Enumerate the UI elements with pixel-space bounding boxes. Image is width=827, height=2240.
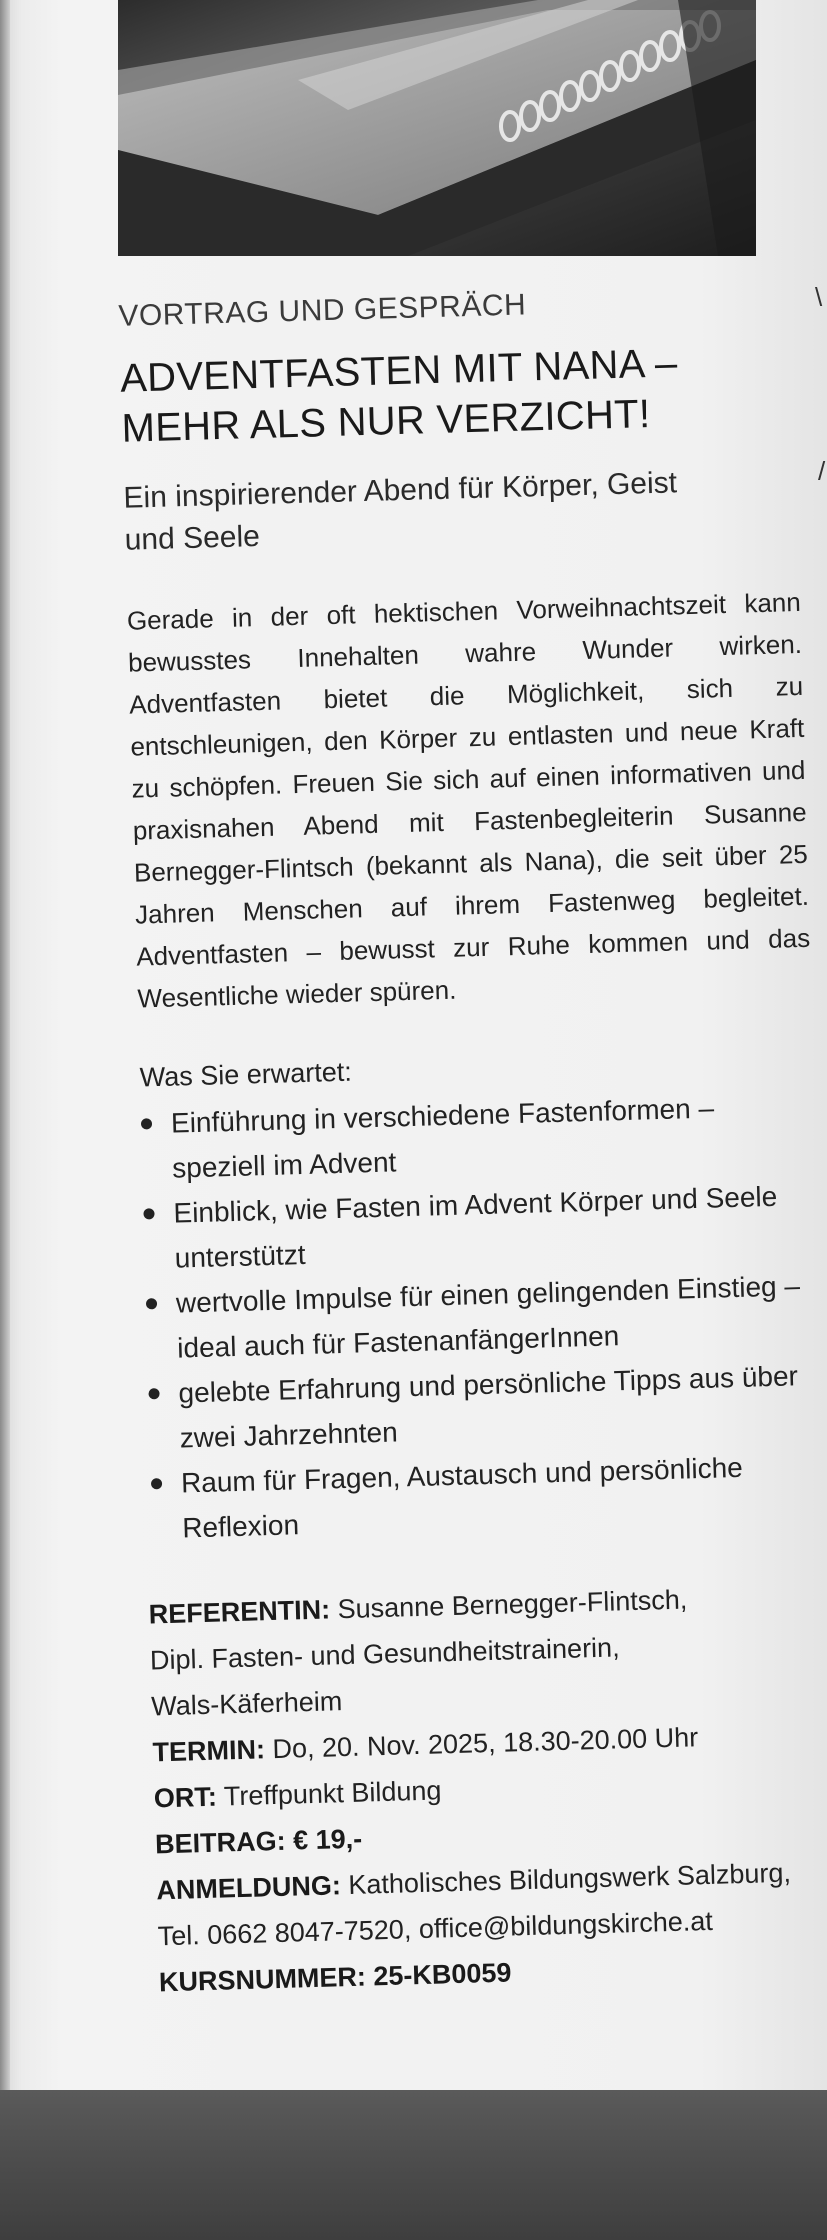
next-column-fragment: /	[818, 456, 826, 486]
detail-referentin-cont: Dipl. Fasten- und Gesundheitstrainerin,	[149, 1632, 620, 1676]
headline-line: ADVENTFASTEN MIT NANA –	[119, 341, 678, 401]
detail-anmeldung-contact: Tel. 0662 8047-7520, office@bildungskirche.at	[157, 1905, 714, 1952]
detail-value: 25-KB0059	[372, 1957, 512, 1992]
article-kicker: VORTRAG UND GESPRÄCH	[117, 288, 527, 333]
article-body: Gerade in der oft hektischen Vorweihnachtszeit kann bewusstes Innehalten wahre Wunder wirken. Adventfasten bietet die Möglichkeit, sich zu entschleunigen, den Körper zu entlasten und neue Kraft zu schöpfen. Freuen Sie sich auf einen informativen und praxisnahen Abend mit Fastenbegleiterin Susanne Bernegger-Flintsch (bekannt als Nana), die seit über 25 Jahren Menschen auf ihrem Fastenweg begleitet. Adventfasten – bewusst zur Ruhe kommen und das Wesentliche wieder spüren.	[126, 586, 811, 1014]
bullet-icon	[141, 1118, 152, 1129]
subline-line: Ein inspirierender Abend für Körper, Geist	[123, 466, 678, 515]
article	[112, 281, 827, 2005]
detail-key: ORT:	[153, 1781, 218, 1814]
detail-value: Treffpunkt Bildung	[223, 1775, 442, 1812]
detail-value: Susanne Bernegger-Flintsch,	[337, 1584, 688, 1625]
detail-key: KURSNUMMER:	[158, 1961, 367, 1998]
detail-value: € 19,-	[292, 1823, 363, 1856]
detail-referentin-cont: Wals-Käferheim	[150, 1686, 343, 1722]
bullet-icon	[146, 1298, 157, 1309]
list-item-text: Einführung in verschiedene Fastenformen – speziell im Advent	[170, 1092, 715, 1184]
bullet-icon	[148, 1388, 159, 1399]
next-column-fragment: \	[815, 282, 823, 312]
expectations-label: Was Sie erwartet:	[139, 1056, 353, 1093]
list-item	[150, 1443, 826, 1552]
expectations-list	[140, 1083, 826, 1552]
list-item-text: Einblick, wie Fasten im Advent Körper und Seele unterstützt	[173, 1180, 778, 1274]
bullet-icon	[151, 1478, 162, 1489]
list-item-text: gelebte Erfahrung und persönliche Tipps aus über zwei Jahrzehnten	[178, 1360, 799, 1454]
background-shadow	[0, 2090, 827, 2240]
article-headline	[120, 335, 797, 454]
notebook-illustration	[118, 0, 756, 256]
detail-key: ANMELDUNG:	[156, 1870, 342, 1906]
bullet-icon	[143, 1208, 154, 1219]
detail-key: REFERENTIN:	[148, 1594, 331, 1630]
spiral-notebook-photo	[118, 0, 756, 256]
list-item-text: Raum für Fragen, Austausch und persönliche Reflexion	[180, 1451, 744, 1544]
detail-key: TERMIN:	[152, 1734, 266, 1768]
headline-line: MEHR ALS NUR VERZICHT!	[120, 392, 651, 451]
paper-left-edge	[0, 0, 10, 2090]
detail-value: Do, 20. Nov. 2025, 18.30-20.00 Uhr	[272, 1722, 699, 1765]
event-details	[148, 1573, 827, 2006]
subline-line: und Seele	[124, 519, 261, 557]
detail-value: Katholisches Bildungswerk Salzburg,	[347, 1857, 792, 1901]
detail-key: BEITRAG:	[154, 1825, 287, 1860]
list-item-text: wertvolle Impulse für einen gelingenden Einstieg – ideal auch für FastenanfängerInnen	[175, 1270, 801, 1364]
article-subline	[123, 459, 799, 562]
